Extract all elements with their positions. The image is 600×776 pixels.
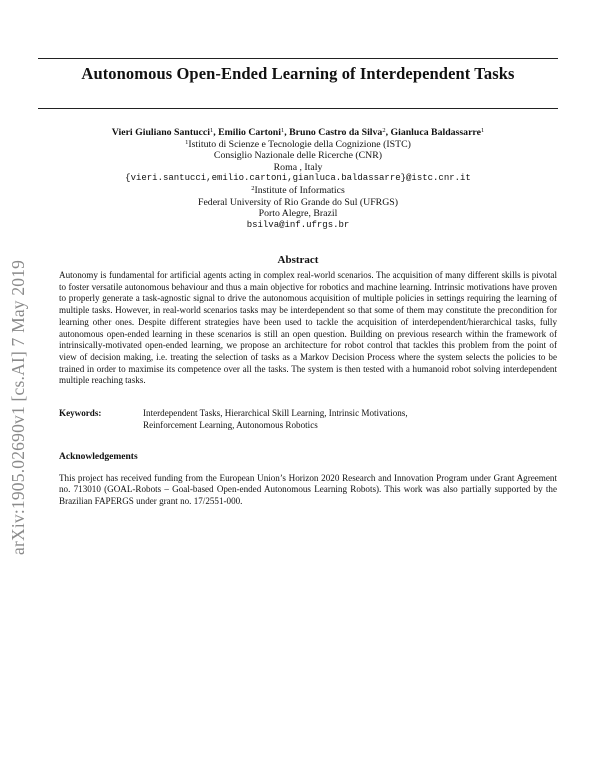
keywords-list: Interdependent Tasks, Hierarchical Skill Learning, Intrinsic Motivations, Reinforcement Learning, Autonomous Robotics bbox=[143, 408, 408, 430]
paper-title: Autonomous Open-Ended Learning of Interdependent Tasks bbox=[81, 64, 515, 83]
author-affiliation-mark: 1 bbox=[480, 127, 485, 134]
affiliation-2-line-2: Federal University of Rio Grande do Sul (UFRGS) bbox=[198, 196, 398, 208]
title-rule-top bbox=[38, 58, 558, 59]
author-name: Emilio Cartoni bbox=[218, 127, 281, 138]
affiliation-1-email: {vieri.santucci,emilio.cartoni,gianluca.baldassarre}@istc.cnr.it bbox=[125, 173, 471, 184]
affiliation-number: 1 bbox=[185, 138, 189, 146]
author-affiliation-mark: 1 bbox=[209, 127, 214, 134]
affiliation-2-email: bsilva@inf.ufrgs.br bbox=[246, 219, 350, 230]
acknowledgements-body: This project has received funding from the European Union’s Horizon 2020 Research and Innovation Program under Grant Agreement no. 713010 (GOAL-Robots – Goal-based Open-ended Autonomous Learning Robots). This work was also partially supported by the Brazilian FAPERGS under grant no. 17/2551-000. bbox=[59, 473, 557, 506]
arxiv-identifier-stamp: arXiv:1905.02690v1 [cs.AI] 7 May 2019 bbox=[8, 259, 28, 555]
keywords-label: Keywords: bbox=[59, 408, 102, 418]
affiliation-1-line-1: $^1$Istituto di Scienze e Tecnologie della Cognizione (ISTC) bbox=[185, 138, 411, 150]
affiliation-2-line-1: $^2$Institute of Informatics bbox=[251, 184, 345, 196]
abstract-heading: Abstract bbox=[277, 254, 319, 266]
author-affiliation-mark: 2 bbox=[382, 127, 386, 134]
affiliation-2-line-3: Porto Alegre, Brazil bbox=[258, 208, 338, 220]
author-name: Gianluca Baldassarre bbox=[390, 127, 481, 138]
author-name: Bruno Castro da Silva bbox=[289, 127, 383, 138]
author-affiliation-mark: 1 bbox=[280, 127, 285, 134]
affiliation-1-line-3: Roma , Italy bbox=[273, 161, 323, 173]
acknowledgements-heading: Acknowledgements bbox=[59, 452, 138, 462]
abstract-body: Autonomy is fundamental for artificial agents acting in complex real-world scenarios. The acquisition of many different skills is pivotal to foster versatile autonomous behaviour and thus a main objective for robotics and machine learning. Intrinsic motivations have proven to properly generate a task-agnostic signal to drive the autonomous acquisition of multiple policies in settings requiring the learning of multiple tasks. However, in real-world scenarios tasks may be interdependent so that some of them may constitute the precondition for learning other ones. Despite different strategies have been used to tackle the acquisition of interdependent/hierarchical tasks, fully autonomous open-ended learning in these scenarios is still an open question. Building on previous research within the framework of intrinsically-motivated open-ended learning, we propose an architecture for robot control that tackles this problem from the point of view of decision making, i.e. treating the selection of tasks as a Markov Decision Process where the system selects the policies to be trained in order to maximise its competence over all the tasks. The system is then tested with a humanoid robot solving interdependent multiple reaching tasks. bbox=[59, 270, 557, 386]
title-rule-bottom bbox=[38, 108, 558, 109]
author-block bbox=[38, 127, 558, 231]
affiliation-number: 2 bbox=[251, 184, 255, 192]
author-name: Vieri Giuliano Santucci bbox=[111, 127, 210, 138]
affiliation-1-line-2: Consiglio Nazionale delle Ricerche (CNR) bbox=[213, 150, 383, 162]
author-list: Vieri Giuliano Santucci$^1$, Emilio Cartoni$^1$, Bruno Castro da Silva$^2$, Gianluca Baldassarre$^1$ bbox=[111, 127, 485, 138]
